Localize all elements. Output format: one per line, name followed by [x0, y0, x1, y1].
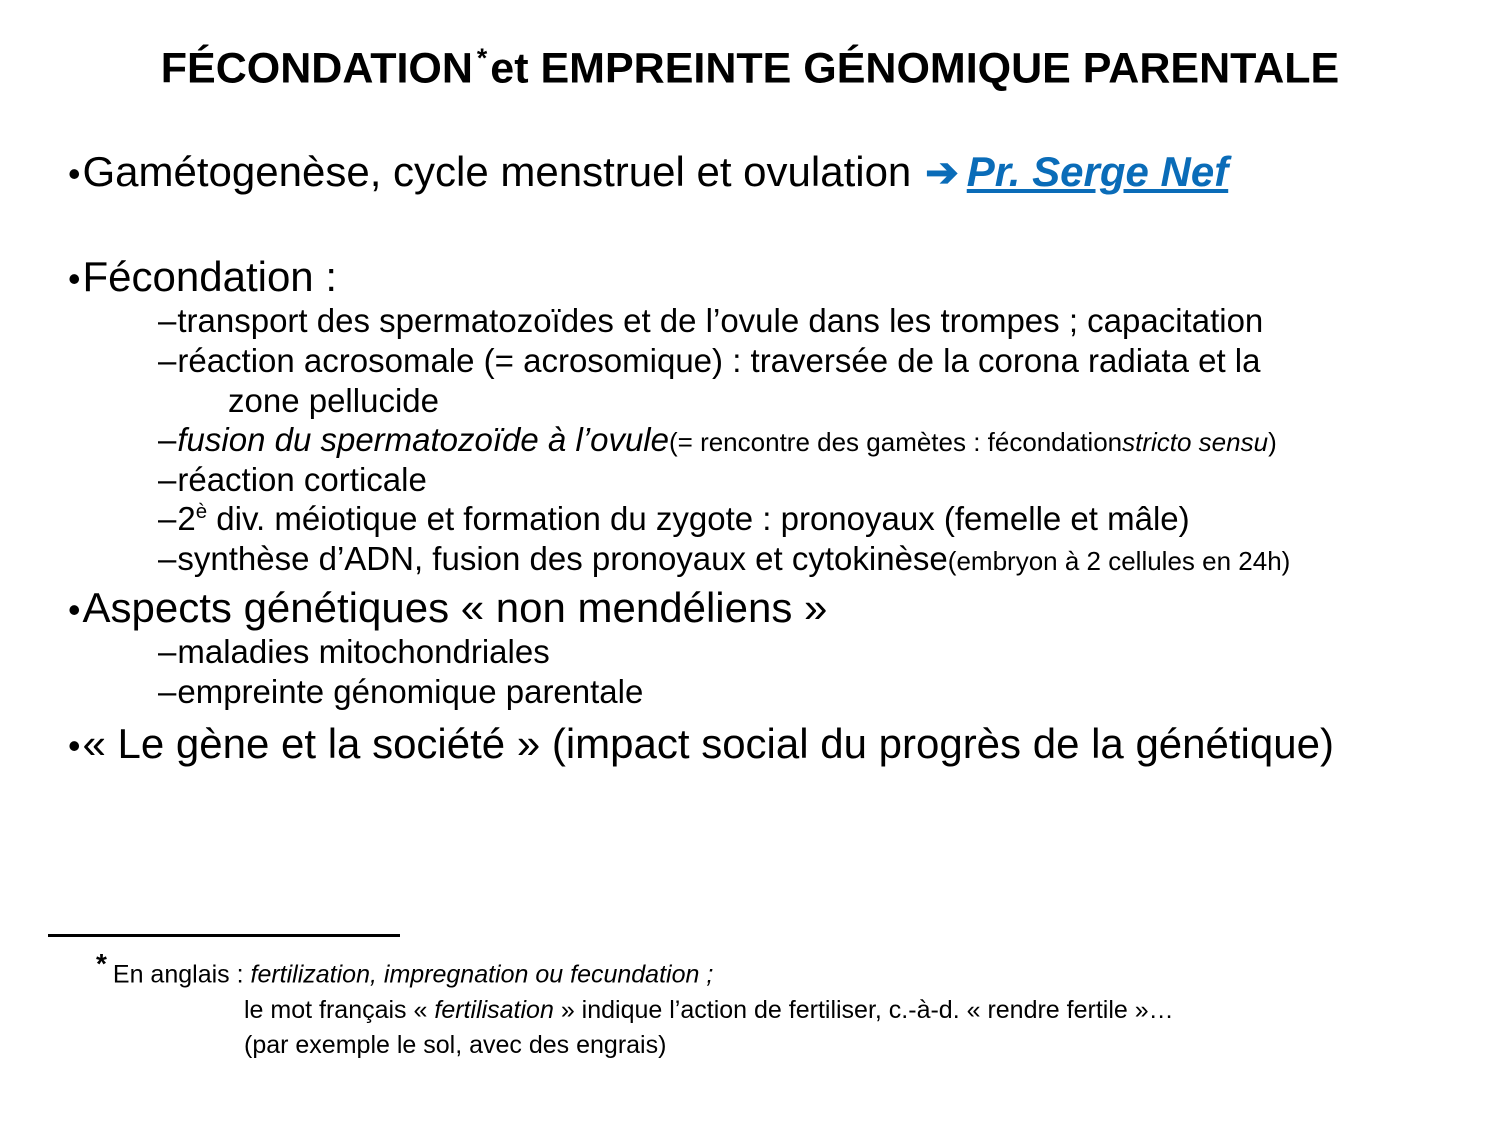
arrow-right-icon: ➔ — [925, 151, 959, 195]
page-title — [0, 44, 1500, 93]
subbullet-division-label: div. méiotique et formation du zygote : pronoyaux (femelle et mâle) — [207, 500, 1190, 538]
bullet-fecondation-label: Fécondation : — [82, 252, 338, 300]
spacer — [68, 197, 1488, 253]
footnote-line-1-plain: En anglais : — [112, 960, 244, 989]
footnote-marker-asterisk: * — [96, 948, 107, 979]
dash-marker-icon: – — [158, 633, 177, 671]
footnote-line-1 — [96, 944, 1476, 993]
title-asterisk-superscript: * — [476, 43, 488, 73]
subbullet-transport-label: transport des spermatozoïdes et de l’ovule dans les trompes ; capacitation — [177, 302, 1264, 340]
subbullet-transport — [68, 301, 1488, 341]
subbullet-reaction-acrosomale — [68, 341, 1488, 381]
bullet-gene-et-societe — [68, 720, 1488, 769]
bullet-gametogenese-label: Gamétogenèse, cycle menstruel et ovulation — [82, 148, 912, 195]
bullet-marker-icon: • — [68, 258, 81, 299]
dash-marker-icon: – — [158, 342, 177, 380]
bullet-aspects-genetiques — [68, 584, 1488, 633]
title-text-after: et EMPREINTE GÉNOMIQUE PARENTALE — [490, 44, 1340, 93]
dash-marker-icon: – — [158, 672, 177, 710]
title-text-before: FÉCONDATION — [160, 44, 473, 93]
bullet-marker-icon: • — [68, 589, 81, 630]
footnote-line-3 — [96, 1028, 1476, 1064]
subbullet-synthese-adn — [68, 539, 1488, 579]
dash-marker-icon: – — [158, 302, 177, 340]
bullet-marker-icon: • — [68, 154, 81, 194]
subbullet-empreinte-genomique — [68, 672, 1488, 712]
dash-marker-icon: – — [158, 540, 177, 577]
subbullet-empreinte-genomique-label: empreinte génomique parentale — [177, 672, 644, 710]
subbullet-fusion-label: fusion du spermatozoïde à l’ovule — [177, 421, 669, 459]
bullet-fecondation — [68, 253, 1488, 302]
continuation-label: zone pellucide — [228, 381, 439, 419]
subbullet-fusion — [68, 420, 1488, 460]
subbullet-maladies-mitochondriales — [68, 632, 1488, 672]
footnote-line-2-part-a: le mot français « — [244, 995, 428, 1024]
subbullet-synthese-adn-label: synthèse d’ADN, fusion des pronoyaux et cytokinèse — [177, 540, 948, 577]
subbullet-reaction-acrosomale-label: réaction acrosomale (= acrosomique) : traversée de la corona radiata et la — [177, 342, 1261, 380]
bullet-aspects-genetiques-label: Aspects génétiques « non mendéliens » — [82, 583, 828, 631]
subbullet-division-ordinal-superscript: è — [195, 500, 208, 524]
footnote-line-2-part-b: » indique l’action de fertiliser, c.-à-d. « rendre fertile »… — [560, 995, 1174, 1024]
dash-marker-icon: – — [158, 500, 177, 538]
link-pr-serge-nef[interactable]: Pr. Serge Nef — [966, 148, 1229, 195]
footnote-line-1-italic: fertilization, impregnation ou fecundation ; — [250, 960, 714, 989]
footnote — [96, 944, 1476, 1064]
bullet-marker-icon: • — [68, 725, 81, 766]
dash-marker-icon: – — [158, 421, 177, 459]
spacer — [68, 712, 1488, 720]
subbullet-division-number: 2 — [177, 500, 196, 538]
footnote-line-3-label: (par exemple le sol, avec des engrais) — [244, 1031, 667, 1060]
subbullet-reaction-acrosomale-continuation — [68, 381, 1488, 421]
subbullet-synthese-adn-note: (embryon à 2 cellules en 24h) — [947, 546, 1291, 576]
subbullet-deuxieme-division-meiotique — [68, 499, 1488, 539]
bullet-gametogenese — [68, 148, 1488, 197]
subbullet-maladies-mitochondriales-label: maladies mitochondriales — [177, 633, 550, 671]
bullet-gene-et-societe-label: « Le gène et la société » (impact social du progrès de la génétique) — [82, 719, 1334, 767]
subbullet-fusion-note-open: (= rencontre des gamètes : fécondation — [669, 427, 1123, 458]
subbullet-fusion-note-italic: stricto sensu — [1122, 427, 1269, 458]
slide-body — [68, 148, 1488, 768]
subbullet-reaction-corticale — [68, 460, 1488, 500]
footnote-line-2-italic: fertilisation — [434, 995, 554, 1024]
footnote-line-2 — [96, 993, 1476, 1029]
subbullet-fusion-note-close: ) — [1268, 427, 1277, 458]
subbullet-reaction-corticale-label: réaction corticale — [177, 460, 427, 498]
footnote-separator — [48, 934, 400, 937]
dash-marker-icon: – — [158, 460, 177, 498]
